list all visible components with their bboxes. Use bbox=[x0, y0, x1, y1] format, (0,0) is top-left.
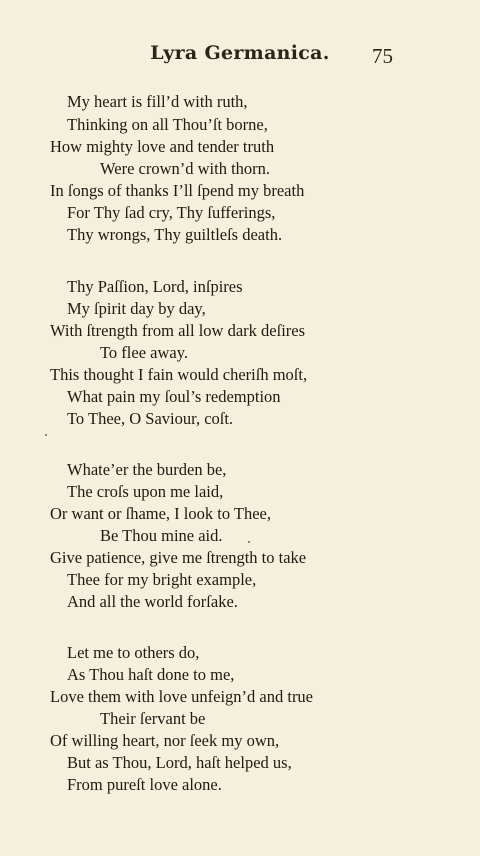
verse-line: To Thee, O Saviour, coſt. bbox=[67, 409, 234, 428]
verse-line: From pureſt love alone. bbox=[67, 775, 222, 794]
running-head-title: Lyra Germanica. bbox=[150, 42, 330, 64]
verse-line: Whate’er the burden be, bbox=[67, 460, 227, 479]
verse-line: Give patience, give me ſtrength to take bbox=[50, 548, 307, 567]
verse-line: Be Thou mine aid. bbox=[100, 526, 223, 545]
verse-line: As Thou haſt done to me, bbox=[67, 665, 235, 684]
verse-line: What pain my ſoul’s redemption bbox=[67, 387, 281, 406]
verse-line: But as Thou, Lord, haſt helped us, bbox=[67, 753, 292, 772]
verse-line: To flee away. bbox=[100, 343, 189, 362]
verse-line: Thy wrongs, Thy guiltleſs death. bbox=[67, 225, 283, 244]
verse-line: With ſtrength from all low dark deſires bbox=[50, 321, 306, 340]
verse-line: In ſongs of thanks I’ll ſpend my breath bbox=[50, 181, 305, 200]
verse-line: Let me to others do, bbox=[67, 643, 200, 662]
verse-line: Of willing heart, nor ſeek my own, bbox=[50, 731, 280, 750]
verse-line: And all the world forſake. bbox=[67, 592, 238, 611]
verse-line: Love them with love unfeign’d and true bbox=[50, 687, 314, 706]
verse-line: Thy Paſſion, Lord, inſpires bbox=[67, 277, 243, 296]
verse-line: Their ſervant be bbox=[100, 709, 206, 728]
verse-line: Or want or ſhame, I look to Thee, bbox=[50, 504, 272, 523]
page-number: 75 bbox=[372, 44, 393, 68]
verse-line: For Thy ſad cry, Thy ſufferings, bbox=[67, 203, 276, 222]
print-speck bbox=[45, 434, 47, 436]
verse-line: Thee for my bright example, bbox=[67, 570, 257, 589]
verse-line: Were crown’d with thorn. bbox=[100, 159, 271, 178]
verse-line: The croſs upon me laid, bbox=[67, 482, 224, 501]
verse-line: This thought I fain would cheriſh moſt, bbox=[50, 365, 308, 384]
verse-line: Thinking on all Thou’ſt borne, bbox=[67, 115, 268, 134]
verse-line: My ſpirit day by day, bbox=[67, 299, 206, 318]
print-speck bbox=[248, 541, 250, 543]
verse-line: How mighty love and tender truth bbox=[50, 137, 275, 156]
verse-line: My heart is fill’d with ruth, bbox=[67, 92, 248, 111]
